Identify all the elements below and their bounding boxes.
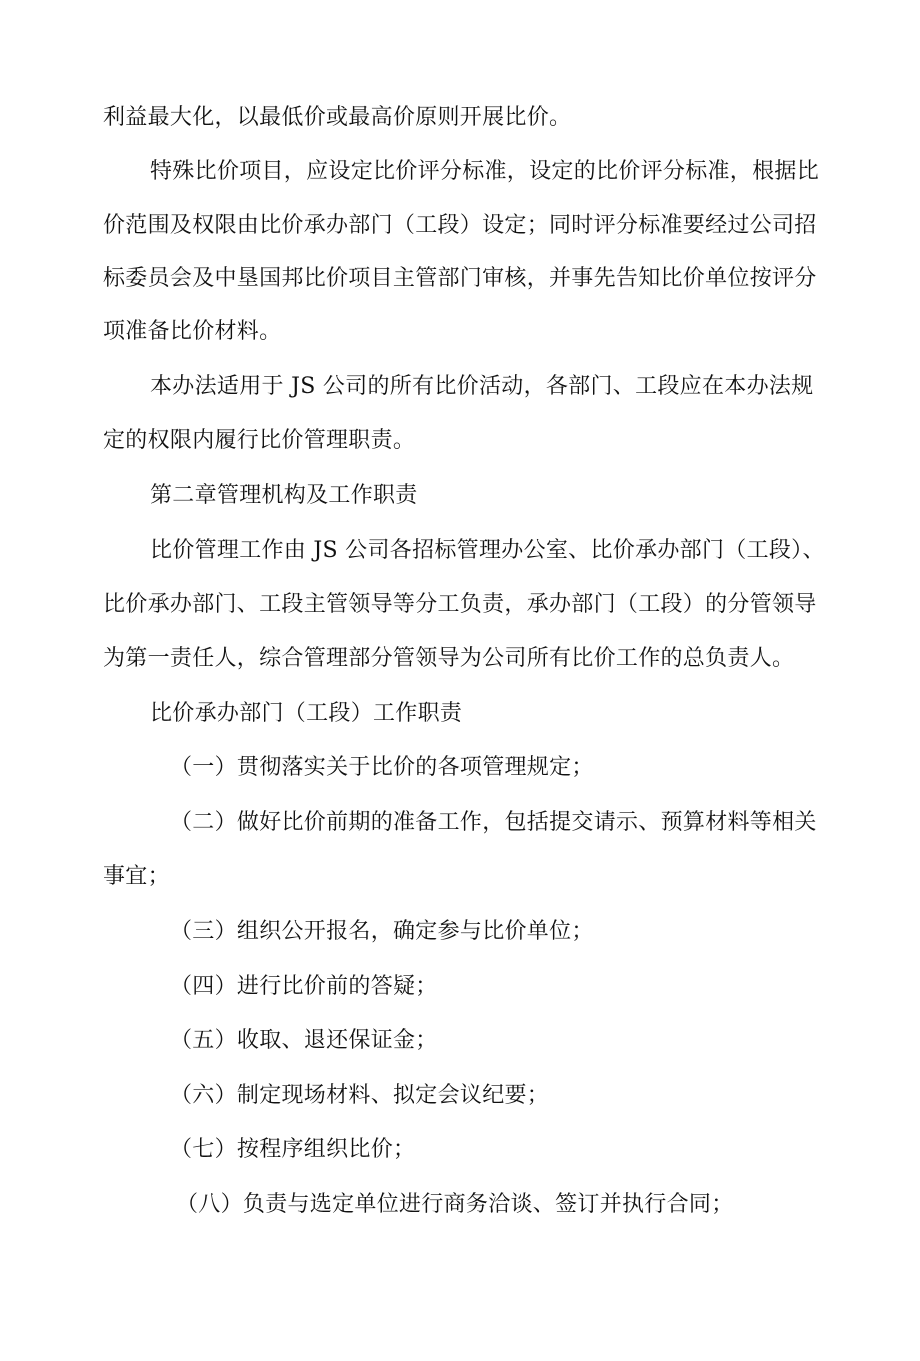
paragraph-line: 利益最大化，以最低价或最高价原则开展比价。 [103,105,572,130]
chapter-heading: 第二章管理机构及工作职责 [150,483,418,508]
paragraph-line: 价范围及权限由比价承办部门（工段）设定；同时评分标准要经过公司招 [103,213,817,238]
list-item: （三）组织公开报名，确定参与比价单位； [170,919,594,944]
list-item: （七）按程序组织比价； [170,1137,416,1162]
list-item: （八）负责与选定单位进行商务洽谈、签订并执行合同； [176,1192,734,1217]
list-item: （四）进行比价前的答疑； [170,974,438,999]
list-item-continuation: 事宜； [103,864,170,889]
list-item: （五）收取、退还保证金； [170,1028,438,1053]
list-item: （一）贯彻落实关于比价的各项管理规定； [170,755,594,780]
section-heading: 比价承办部门（工段）工作职责 [150,701,463,726]
paragraph-line: 本办法适用于 JS 公司的所有比价活动，各部门、工段应在本办法规 [150,374,814,399]
list-item: （六）制定现场材料、拟定会议纪要； [170,1083,550,1108]
paragraph-line: 比价管理工作由 JS 公司各招标管理办公室、比价承办部门（工段）、 [150,538,825,563]
paragraph-line: 为第一责任人，综合管理部分管领导为公司所有比价工作的总负责人。 [103,646,795,671]
paragraph-line: 定的权限内履行比价管理职责。 [103,428,416,453]
paragraph-line: 特殊比价项目，应设定比价评分标准，设定的比价评分标准，根据比 [150,159,820,184]
paragraph-line: 标委员会及中垦国邦比价项目主管部门审核，并事先告知比价单位按评分 [103,266,817,291]
list-item: （二）做好比价前期的准备工作，包括提交请示、预算材料等相关 [170,810,817,835]
paragraph-line: 项准备比价材料。 [103,319,282,344]
paragraph-line: 比价承办部门、工段主管领导等分工负责，承办部门（工段）的分管领导 [103,592,817,617]
